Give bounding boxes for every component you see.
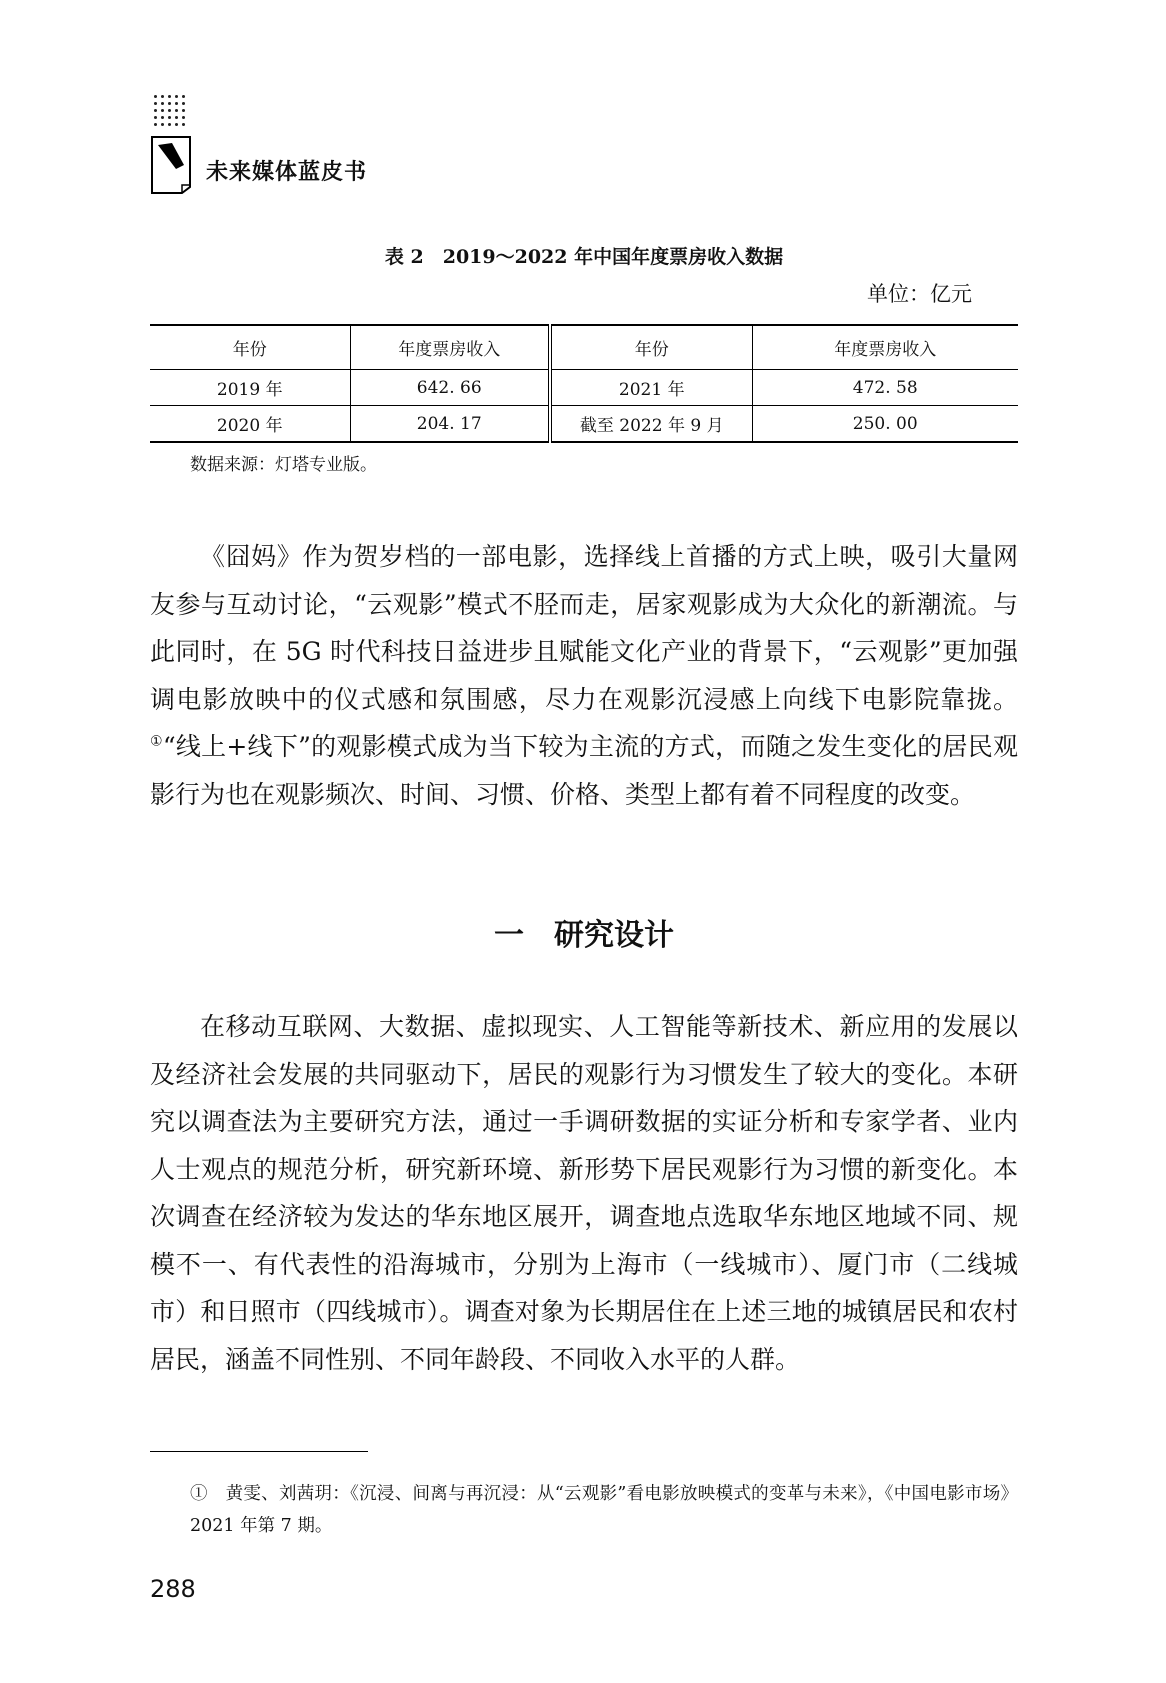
body-paragraph: 在移动互联网、大数据、虚拟现实、人工智能等新技术、新应用的发展以及经济社会发展的共同驱动下，居民的观影行为习惯发生了较大的变化。本研究以调查法为主要研究方法，通过一手调研数据的实证分析和专家学者、业内人士观点的规范分析，研究新环境、新形势下居民观影行为习惯的新变化。本次调查在经济较为发达的华东地区展开，调查地点选取华东地区地域不同、规模不一、有代表性的沿海城市，分别为上海市（一线城市）、厦门市（二线城市）和日照市（四线城市）。调查对象为长期居住在上述三地的城镇居民和农村居民，涵盖不同性别、不同年龄段、不同收入水平的人群。 bbox=[150, 1012, 1018, 1374]
box-office-table bbox=[150, 324, 1018, 443]
header-year-left: 年份 bbox=[150, 325, 350, 370]
ornament-dot bbox=[161, 95, 164, 98]
ornament-dot bbox=[154, 123, 157, 126]
ornament-dot bbox=[168, 95, 171, 98]
ornament-dot bbox=[182, 102, 185, 105]
page-number: 288 bbox=[150, 1575, 196, 1603]
ornament-dot bbox=[154, 102, 157, 105]
ornament-dot bbox=[168, 109, 171, 112]
table-header-row bbox=[150, 325, 1018, 370]
ornament-dot bbox=[175, 102, 178, 105]
table-cell: 2021 年 bbox=[550, 370, 752, 406]
footnote-divider bbox=[150, 1451, 368, 1452]
footnote-marker[interactable]: ① bbox=[150, 733, 163, 750]
section-title: 一 研究设计 bbox=[494, 918, 674, 953]
header-revenue-right: 年度票房收入 bbox=[752, 325, 1018, 370]
body-paragraph bbox=[150, 533, 1018, 818]
series-title: 未来媒体蓝皮书 bbox=[206, 160, 368, 185]
ornament-dot bbox=[182, 116, 185, 119]
header-revenue-left: 年度票房收入 bbox=[350, 325, 550, 370]
table-cell: 2020 年 bbox=[216, 416, 283, 436]
ornament-dot bbox=[175, 109, 178, 112]
table-unit: 单位：亿元 bbox=[867, 282, 972, 306]
table-cell: 250. 00 bbox=[752, 406, 1018, 443]
footnote: ① 黄雯、刘茜玥：《沉浸、间离与再沉浸：从“云观影”看电影放映模式的变革与未来》，《中国电影市场》2021 年第 7 期。 bbox=[190, 1484, 1018, 1536]
table-caption: 表 2 2019～2022 年中国年度票房收入数据 bbox=[384, 246, 784, 268]
ornament-dot bbox=[175, 95, 178, 98]
ornament-dot bbox=[154, 109, 157, 112]
dot-grid-ornament bbox=[154, 95, 190, 135]
ornament-dot bbox=[161, 116, 164, 119]
table-cell: 204. 17 bbox=[350, 406, 550, 443]
ornament-dot bbox=[154, 95, 157, 98]
table-cell: 642. 66 bbox=[350, 370, 550, 406]
data-source-note: 数据来源：灯塔专业版。 bbox=[190, 455, 377, 475]
ornament-dot bbox=[168, 116, 171, 119]
header-year-right: 年份 bbox=[550, 325, 752, 370]
table-row bbox=[150, 406, 1018, 443]
book-logo-icon bbox=[150, 135, 194, 195]
ornament-dot bbox=[161, 109, 164, 112]
ornament-dot bbox=[175, 116, 178, 119]
ornament-dot bbox=[161, 102, 164, 105]
ornament-dot bbox=[168, 123, 171, 126]
ornament-dot bbox=[182, 109, 185, 112]
ornament-dot bbox=[154, 116, 157, 119]
paragraph-text: 《囧妈》作为贺岁档的一部电影，选择线上首播的方式上映，吸引大量网友参与互动讨论，“云观影”模式不胫而走，居家观影成为大众化的新潮流。与此同时，在 5G 时代科技日益进步且赋能文化产业的背景下，“云观影”更加强调电影放映中的仪式感和氛围感，尽力在观影沉浸感上向线下电影院靠拢。 bbox=[150, 542, 1018, 714]
table-row bbox=[150, 370, 1018, 406]
table-cell: 2019 年 bbox=[150, 370, 350, 406]
ornament-dot bbox=[182, 123, 185, 126]
running-header bbox=[150, 95, 550, 205]
ornament-dot bbox=[182, 95, 185, 98]
table-cell: 截至 2022 年 9 月 bbox=[550, 406, 752, 443]
ornament-dot bbox=[161, 123, 164, 126]
paragraph-text: “线上+线下”的观影模式成为当下较为主流的方式，而随之发生变化的居民观影行为也在观影频次、时间、习惯、价格、类型上都有着不同程度的改变。 bbox=[150, 732, 1018, 809]
ornament-dot bbox=[175, 123, 178, 126]
table-cell: 472. 58 bbox=[752, 370, 1018, 406]
ornament-dot bbox=[168, 102, 171, 105]
